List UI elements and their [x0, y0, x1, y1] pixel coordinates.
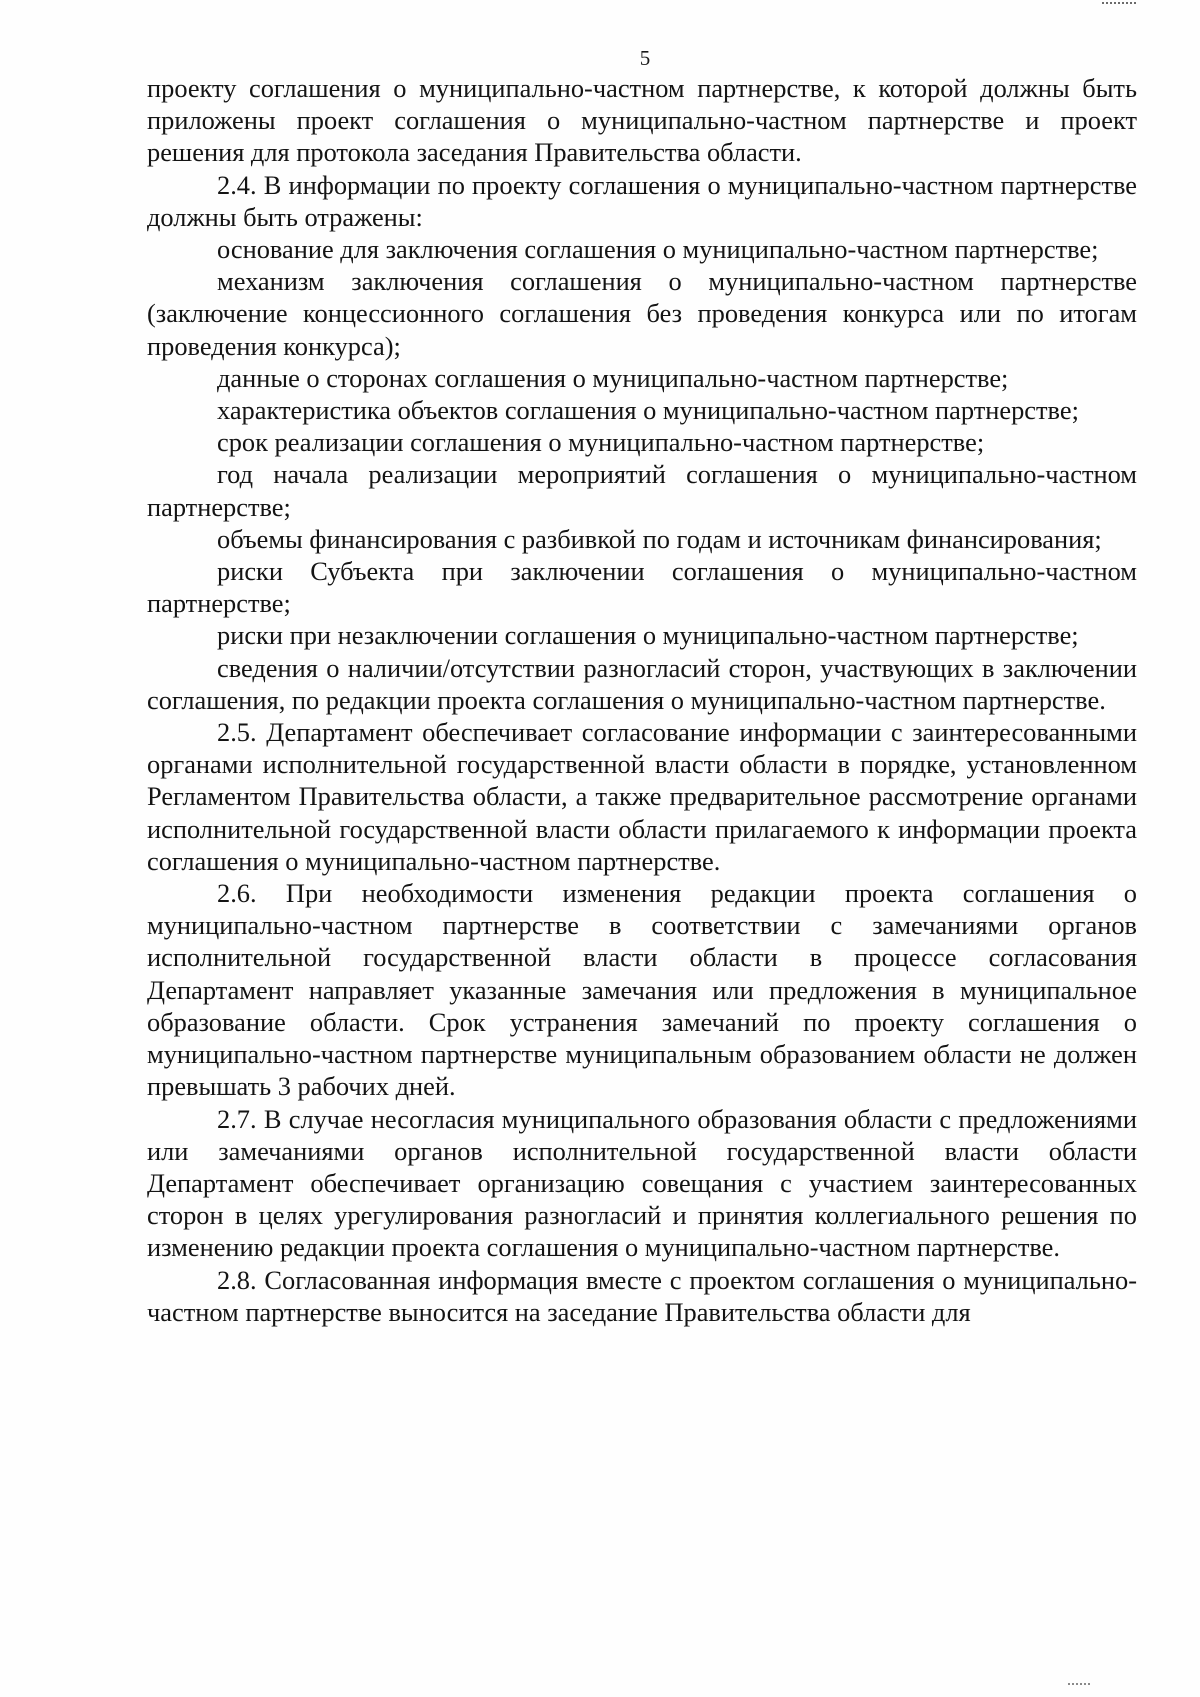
paragraph-2-8: 2.8. Согласованная информация вместе с проектом соглашения о муниципально-частном партнерстве выносится на заседание Правительства области для [147, 1264, 1137, 1327]
paragraph-2-4: 2.4. В информации по проекту соглашения о муниципально-частном партнерстве должны быть отражены: [147, 169, 1137, 232]
paragraph-2-6: 2.6. При необходимости изменения редакции проекта соглашения о муниципально-частном партнерстве в соответствии с замечаниями органов исполнительной государственной власти области в процессе согласования Департамент направляет указанные замечания или предложения в муниципальное образование области. Срок устранения замечаний по проекту соглашения о муниципально-частном партнерстве муниципальным образованием области не должен превышать 3 рабочих дней. [147, 878, 1137, 1102]
list-item-term: срок реализации соглашения о муниципально-частном партнерстве; [217, 427, 985, 458]
list-item-objects: характеристика объектов соглашения о муниципально-частном партнерстве; [217, 395, 1079, 426]
paragraph-2-7: 2.7. В случае несогласия муниципального образования области с предложениями или замечаниями органов исполнительной государственной власти области Департамент обеспечивает организацию совещания с участием заинтересованных сторон в целях урегулирования разногласий и принятия коллегиального решения по изменению редакции проекта соглашения о муниципально-частном партнерстве. [147, 1103, 1137, 1263]
list-item-basis: основание для заключения соглашения о муниципально-частном партнерстве; [217, 234, 1099, 265]
document-body [147, 72, 1137, 1328]
page-number: 5 [639, 46, 651, 70]
list-item-parties: данные о сторонах соглашения о муниципально-частном партнерстве; [217, 362, 1009, 393]
scan-artifact [1102, 2, 1136, 10]
paragraph-2-5: 2.5. Департамент обеспечивает согласование информации с заинтересованными органами исполнительной государственной власти области в порядке, установленном Регламентом Правительства области, а также предварительное рассмотрение органами исполнительной государственной власти области прилагаемого к информации проекта соглашения о муниципально-частном партнерстве. [147, 717, 1137, 876]
list-item-disagreements: сведения о наличии/отсутствии разногласий сторон, участвующих в заключении соглашения, по редакции проекта соглашения о муниципально-частном партнерстве. [147, 652, 1137, 715]
list-item-risks-non-conclusion: риски при незаключении соглашения о муниципально-частном партнерстве; [217, 620, 1079, 651]
scan-artifact [1068, 1683, 1090, 1691]
list-item-risks-subject: риски Субъекта при заключении соглашения о муниципально-частном партнерстве; [147, 556, 1137, 619]
paragraph-continuation: проекту соглашения о муниципально-частном партнерстве, к которой должны быть приложены проект соглашения о муниципально-частном партнерстве и проект решения для протокола заседания Правительства области. [147, 73, 1137, 168]
list-item-financing: объемы финансирования с разбивкой по годам и источникам финансирования; [217, 523, 1102, 554]
list-item-mechanism: механизм заключения соглашения о муниципально-частном партнерстве (заключение концессионного соглашения без проведения конкурса или по итогам проведения конкурса); [147, 266, 1137, 361]
list-item-start-year: год начала реализации мероприятий соглашения о муниципально-частном партнерстве; [147, 459, 1137, 522]
